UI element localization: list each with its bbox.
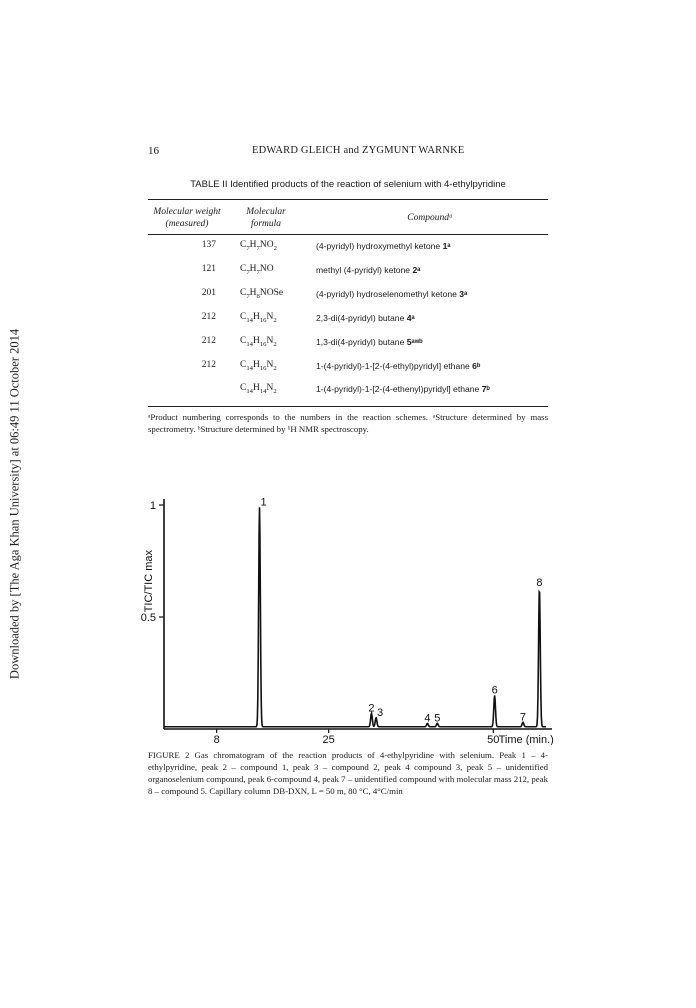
cell-compound: (4-pyridyl) hydroselenomethyl ketone 3ᵃ [316, 289, 468, 299]
figure-caption: FIGURE 2 Gas chromatogram of the reaction products of 4-ethylpyridine with selenium. Peak 1 – 4-ethylpyridine, peak 2 – compound 1, peak 3 – compound 2, peak 4 compound 3, peak 5 – unidentified organoselenium compound, peak 6-compound 4, peak 7 – unidentified compound with molecular mass 212, peak 8 – compound 5. Capillary column DB-DXN, L = 50 m, 80 °C, 4°C/min [148, 750, 548, 796]
compound-number: 4ᵃ [406, 313, 415, 323]
cell-molecular-weight: 121 [201, 264, 216, 274]
peak-label: 5 [434, 712, 441, 725]
cell-compound: 1-(4-pyridyl)-1-[2-(4-ethenyl)pyridyl] ethane 7ᵇ [316, 384, 490, 394]
table-row [148, 264, 548, 278]
x-axis-label: Time (min.) [498, 734, 554, 745]
table-header-rule [148, 234, 548, 235]
x-tick-label: 50 [487, 734, 500, 745]
peak-label: 3 [377, 707, 384, 720]
gas-chromatogram [140, 485, 560, 745]
cell-molecular-weight: 137 [201, 240, 216, 250]
cell-molecular-formula: $C_7H_8NOSe$ [240, 288, 284, 300]
cell-molecular-formula: $C_{14}H_{16}N_2$ [240, 336, 277, 348]
x-tick-label: 8 [213, 734, 220, 745]
cell-molecular-formula: $C_{14}H_{16}N_2$ [240, 312, 277, 324]
compound-number: 6ᵇ [472, 361, 481, 371]
y-tick-label: 1 [149, 500, 156, 512]
compound-number: 5ᵃʷᵇ [406, 337, 423, 347]
cell-molecular-weight: 212 [201, 360, 216, 370]
cell-compound: (4-pyridyl) hydroxymethyl ketone 1ᵃ [316, 241, 451, 251]
table-row [148, 383, 548, 397]
peak-label: 8 [536, 577, 543, 590]
peak-label: 6 [491, 684, 498, 697]
table-row [148, 288, 548, 302]
download-notice: Downloaded by [The Aga Khan University] at 06:49 11 October 2014 [7, 328, 22, 680]
header-mw-line2: (measured) [165, 219, 209, 229]
page-number: 16 [148, 145, 159, 157]
compound-number: 2ᵃ [412, 265, 421, 275]
header-molecular-formula [232, 206, 300, 230]
table-top-rule [148, 199, 548, 200]
compound-number: 3ᵃ [459, 289, 468, 299]
cell-molecular-weight: 201 [201, 288, 216, 298]
cell-compound: methyl (4-pyridyl) ketone 2ᵃ [316, 265, 421, 275]
header-formula-line2: formula [250, 219, 282, 229]
cell-molecular-formula: $C_{14}H_{16}N_2$ [240, 360, 277, 372]
y-axis-label: TIC/TIC max [143, 549, 155, 613]
cell-molecular-formula: $C_{14}H_{14}N_2$ [240, 383, 277, 395]
header-formula-line1: Molecular [246, 207, 286, 217]
cell-molecular-weight: 212 [201, 312, 216, 322]
chart-axes [141, 499, 554, 745]
peak-label: 2 [368, 702, 375, 715]
peak-label: 4 [424, 712, 431, 725]
cell-molecular-formula: $C_7H_7NO$ [240, 264, 274, 276]
cell-compound: 1-(4-pyridyl)-1-[2-(4-ethyl)pyridyl] ethane 6ᵇ [316, 361, 481, 371]
table-caption: TABLE II Identified products of the reaction of selenium with 4-ethylpyridine [190, 179, 506, 190]
chromatogram-trace [164, 507, 546, 727]
y-tick-label: 0.5 [140, 612, 156, 624]
cell-compound: 2,3-di(4-pyridyl) butane 4ᵃ [316, 313, 415, 323]
x-tick-label: 25 [322, 734, 335, 745]
compound-number: 7ᵇ [481, 384, 490, 394]
compound-number: 1ᵃ [442, 241, 451, 251]
cell-molecular-formula: $C_7H_7NO_2$ [240, 240, 277, 252]
header-compound: Compoundᵃ [407, 213, 453, 223]
table-row [148, 240, 548, 254]
table-row [148, 360, 548, 374]
header-mw-line1: Molecular weight [153, 207, 221, 217]
table-bottom-rule [148, 406, 548, 407]
header-molecular-weight [148, 206, 226, 230]
peak-label: 7 [519, 711, 527, 724]
table-row [148, 312, 548, 326]
chart-trace [164, 507, 546, 727]
cell-molecular-weight: 212 [201, 336, 216, 346]
peak-label: 1 [260, 496, 267, 509]
table-row [148, 336, 548, 350]
download-watermark [0, 0, 30, 1008]
chart-labels [260, 496, 542, 724]
running-head-authors: EDWARD GLEICH and ZYGMUNT WARNKE [252, 145, 465, 156]
cell-compound: 1,3-di(4-pyridyl) butane 5ᵃʷᵇ [316, 337, 423, 347]
table-footnote: ᵃProduct numbering corresponds to the numbers in the reaction schemes. ᵃStructure determined by mass spectrometry. ᵇStructure determined by ¹H NMR spectroscopy. [148, 412, 548, 434]
